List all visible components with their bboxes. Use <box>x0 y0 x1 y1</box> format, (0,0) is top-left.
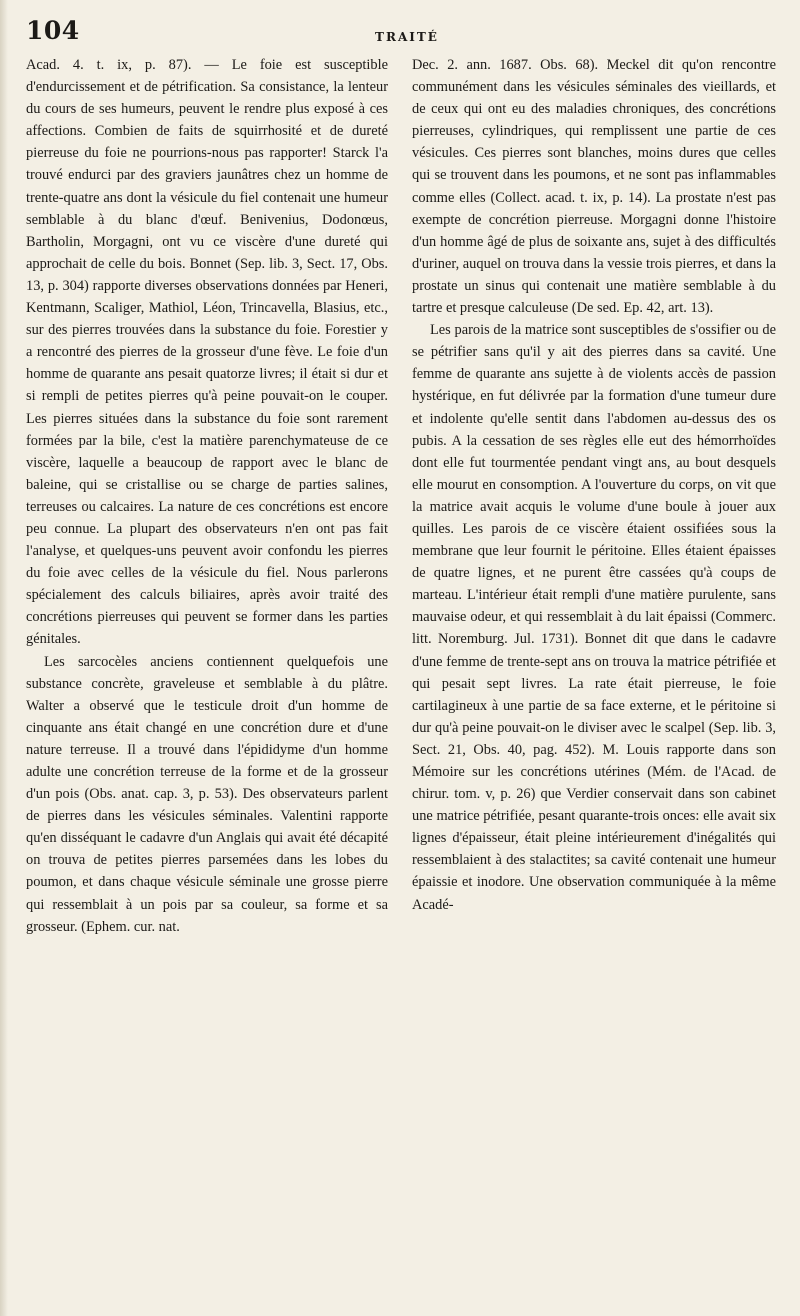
right-paragraph-2: Les parois de la matrice sont susceptibles de s'ossifier ou de se pétrifier sans qu'il y ait des pierres dans sa cavité. Une femme de quarante ans sujette à de violents accès de passion hystérique, en fut délivrée par la formation d'une tumeur dure et indolente qu'elle sentit dans l'abdomen au-dessus des os pubis. A la cessation de ses règles elle eut des hémorrhoïdes dont elle fut tourmentée pendant vingt ans, au bout desquels elle mourut en consomption. A l'ouverture du corps, on vit que la matrice avait acquis le volume d'une boule à jouer aux quilles. Les parois de ce viscère étaient ossifiées sous la membrane que leur fournit le péritoine. Elles étaient épaisses de quatre lignes, et ne purent être cassées qu'à coups de marteau. L'intérieur était rempli d'une matière purulente, sans mauvaise odeur, et qui ressemblait à du lait épaissi (Commerc. litt. Noremburg. Jul. 1731). Bonnet dit que dans le cadavre d'une femme de trente-sept ans on trouva la matrice pétrifiée et qui pesait sept livres. La rate était pierreuse, le foie cartilagineux à une partie de sa face externe, et le péritoine si dur qu'à peine pouvait-on le diviser avec le scalpel (Sep. lib. 3, Sect. 21, Obs. 40, pag. 452). M. Louis rapporte dans son Mémoire sur les concrétions utérines (Mém. de l'Acad. de chirur. tom. v, p. 26) que Verdier conservait dans son cabinet une matrice pétrifiée, pesant quarante-trois onces: elle avait six lignes d'épaisseur, était pleine intérieurement d'inégalités qui ressemblaient à des stalactites; sa cavité contenait une humeur épaissie et inodore. Une observation communiquée à la même Acadé- <box>412 322 776 913</box>
left-paragraph-1: Acad. 4. t. ix, p. 87). — Le foie est susceptible d'endurcissement et de pétrification. Sa consistance, la lenteur du cours de ses humeurs, peuvent le rendre plus exposé à ces affections. Combien de faits de squirrhosité et de dureté pierreuse du foie ne pourrions-nous pas rapporter! Starck l'a trouvé endurci par des graviers jaunâtres chez un homme de trente-quatre ans dont la vésicule du fiel contenait une humeur semblable à du blanc d'œuf. Benivenius, Dodonœus, Bartholin, Morgagni, ont vu ce viscère d'une dureté qui approchait de celle du bois. Bonnet (Sep. lib. 3, Sect. 17, Obs. 13, p. 304) rapporte diverses observations données par Heneri, Kentmann, Scaliger, Mathiol, Léon, Trincavella, Blasius, etc., sur des pierres trouvées dans la substance du foie. Forestier y a rencontré des pierres de la grosseur d'une fève. Le foie d'un homme de quarante ans pesait quatorze livres; il était si dur et si rempli de petites pierres qu'à peine pouvait-on le couper. Les pierres situées dans la substance du foie sont rarement formées par la bile, c'est la matière parenchymateuse de ce viscère, laquelle a beaucoup de rapport avec le blanc de baleine, qui se cristallise ou se charge de parties salines, terreuses ou calcaires. La nature de ces concrétions est encore peu connue. La plupart des observateurs n'en ont pas fait l'analyse, et quelques-uns peuvent avoir confondu les pierres du foie avec celles de la vésicule du fiel. Nous parlerons spécialement des calculs biliaires, après avoir traité des concrétions pierreuses qui peuvent se former dans les parties génitales. <box>26 57 388 648</box>
page-number: 104 <box>26 16 80 45</box>
right-paragraph-1: Dec. 2. ann. 1687. Obs. 68). Meckel dit qu'on rencontre communément dans les vésicules séminales des vieillards, et de ceux qui ont eu des maladies chroniques, des concrétions pierreuses, cylindriques, qui remplissent une partie de ces vésicules. Ces pierres sont blanches, moins dures que celles qui se trouvent dans les poumons, et ne sont pas inflammables comme elles (Collect. acad. t. ix, p. 14). La prostate n'est pas exempte de concrétion pierreuse. Morgagni donne l'histoire d'un homme âgé de plus de soixante ans, sujet à des difficultés d'uriner, auquel on trouva dans la vessie trois pierres, et dans la prostate un sinus qui contenait une matière semblable à du tartre et presque calculeuse (De sed. Ep. 42, art. 13). <box>412 57 776 317</box>
page-edge-shadow <box>0 0 8 1316</box>
left-column <box>26 54 388 1306</box>
running-title: TRAITÉ <box>375 30 439 44</box>
left-paragraph-2: Les sarcocèles anciens contiennent quelquefois une substance concrète, graveleuse et semblable à du plâtre. Walter a observé que le testicule droit d'un homme de cinquante ans était changé en une concrétion dure et d'une nature terreuse. Il a trouvé dans l'épididyme d'un homme adulte une concrétion terreuse de la forme et de la grosseur d'un pois (Obs. anat. cap. 3, p. 53). Des observateurs parlent de pierres dans les vésicules séminales. Valentini rapporte qu'en disséquant le cadavre d'un Anglais qui avait été décapité on trouva de petites pierres parsemées dans les lobes du poumon, et dans chaque vésicule séminale une grosse pierre qui ressemblait à un pois par sa couleur, sa forme et sa grosseur. (Ephem. cur. nat. <box>26 653 388 935</box>
right-column <box>412 54 776 1306</box>
